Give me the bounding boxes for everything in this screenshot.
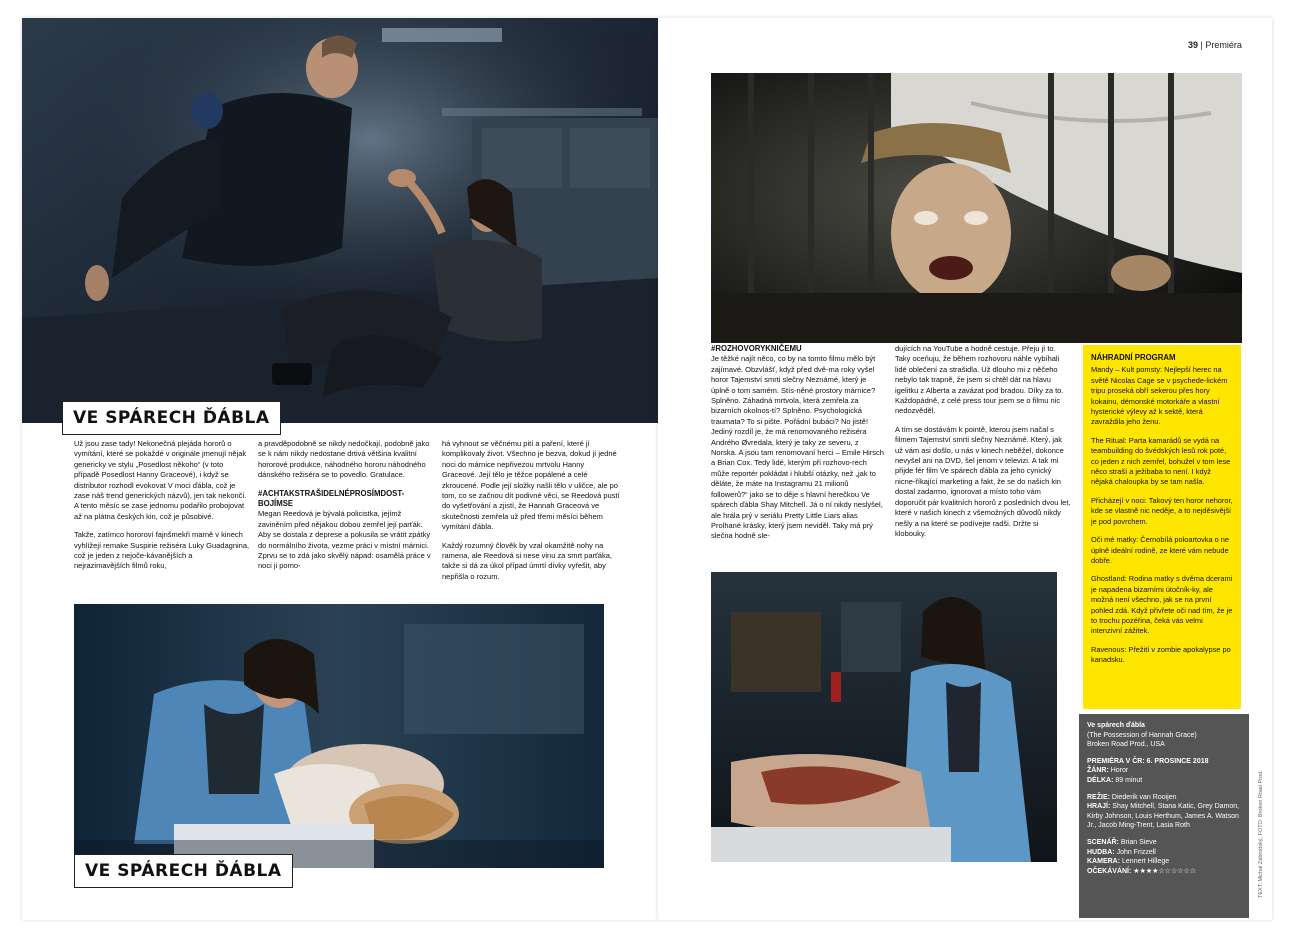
sidebar-item: Ghostland: Rodina matky s dvěma dcerami je napadena bizarními útočník-ky, ale možná není všechno, jak se na první pohled zdá. Když přivřete oči nad tím, že je to trochu pozéřina, čeká vás velmi intenzivní zážitek.: [1091, 574, 1233, 636]
credits-cast: Shay Mitchell, Stana Katic, Grey Damon, Kirby Johnson, Louis Herthum, James A. Watson Jr., Jacob Ming-Trent, Lasia Roth: [1087, 803, 1240, 830]
right-col1-paragraph: Je těžké najít něco, co by na tomto filmu mělo být zajímavé. Obzvlášť, když před dvě-ma roky vyšel horor Tajemství smrti slečny Neznámé, který je úplně o tom samém. Stís-něné prostory márnice? Splněno. Záhadná mrtvola, která zemřela za bizarních okolnos-tí? Splněno. Psychologická traumata? To si pište. Pořádní bubáci? No jistě! Jediný rozdíl je, že má renomovaného režiséra Andrého Øvredala, který je taky ze severu, z Norska. A jsou tam renomovaní herci – Emile Hirsch a Brian Cox. Tedy lidé, kterým při rozhovo-rech může reportér pokládat i hlubší otázky, než „jak to děláte, že máte na Instagramu 21 milionů followerů?“ jako se to děje s hlavní herečkou Ve spárech ďábla Shay Mitchell. Já o ní nikdy neslyšel, ale hrála prý v seriálu Pretty Little Liars alias Prolhané krásky, který jsem neviděl. Taky má prý slečna hodně sle-: [711, 354, 884, 541]
left-col2-paragraph-1: a pravděpodobně se nikdy nedočkají, podobně jako se k nám nikdy nedostane drtivá většina kvalitní hororové produkce, náhodného hororu náhodného dánského režiséra se to povedlo. Gratulace.: [258, 439, 430, 480]
article-headline-repeat: VE SPÁRECH ĎÁBLA: [85, 861, 282, 881]
sidebar-nahradni-program: [1083, 345, 1241, 709]
right-col2-paragraph-2: A tím se dostávám k pointě, kterou jsem načal s filmem Tajemství smrti slečny Neznámé. Který, jak už vám asi došlo, u nás v kinech neběžel, dokonce nevyšel ani na DVD, šel jenom v televizi. A tak mi přijde fér film Ve spárech ďábla za jeho cynický nicne-říkající marketing a fakt, že se do našich kin dostal zadarmo, ignorovat a místo toho vám doporučit pár kvalitních hororů z posledních dvou let, které v našich kinech z všemožných důvodů nikdy nešly a na které se podívejte radši. Držte si klobouky.: [895, 424, 1071, 538]
right-col2-paragraph-1: dujících na YouTube a hodně cestuje. Přeju jí to. Taky oceňuju, že během rozhovoru náhle vybíhali lidé oblečení za strašidla. Už dlouho mi z něčeho nebylo tak trapně, že jsem si chtěl dát na hlavu igelitku z Alberta a zavázat pod bradou. Díky za to. Každopádně, z celé press tour jsem se o filmu nic nedozvěděl.: [895, 344, 1064, 416]
left-page: [22, 18, 658, 920]
left-column-1: [74, 439, 250, 580]
sidebar-item: Přicházejí v noci: Takový ten horor nehoror, kde se vlastně nic neděje, a to nejděsivější je pod povrchem.: [1091, 495, 1233, 526]
rating-stars: ★★★★☆☆☆☆☆☆: [1133, 867, 1197, 875]
article-headline: VE SPÁRECH ĎÁBLA: [73, 408, 270, 428]
sidebar-item: Oči mé matky: Černobílá poloartovka o ne úplně ideální rodině, ze které vám nebude dobře.: [1091, 535, 1230, 565]
main-photo-morgue-scene: [22, 18, 658, 423]
photo-credit: TEXT: Michal Zábrodský, FOTO: Broken Road Prod.: [1258, 770, 1264, 898]
left-column-2: [258, 439, 434, 580]
credits-director: Diederik van Rooijen: [1111, 793, 1177, 801]
credits-length: 89 minut: [1115, 776, 1143, 784]
credits-studio: Broken Road Prod., USA: [1087, 741, 1165, 749]
folio-right: 39 | Premiéra: [1188, 40, 1242, 50]
credits-box: Ve spárech ďábla (The Possession of Hannah Grace) Broken Road Prod., USA PREMIÉRA V ČR: 6. PROSINCE 2018 ŽÁNR: Horor DÉLKA: 89 minut REŽIE: Diederik van Rooijen HRAJÍ: Shay Mitchell, Stana Katic, Grey Damon, Kirby Johnson, Louis Herthum, James A. Watson Jr., Jacob Ming-Trent, Lasia Roth SCENÁŘ: Brian Sieve HUDBA: John Frizzell KAMERA: Lennert Hillege OČEKÁVÁNÍ: ★★★★☆☆☆☆☆☆: [1079, 714, 1249, 918]
photo-possessed-woman: [711, 73, 1242, 343]
sidebar-item: Ravenous: Přežití v zombie apokalypse po kanadsku.: [1091, 644, 1231, 665]
left-col1-paragraph-1: Už jsou zase tady! Nekonečná plejáda hororů o vymítání, které se pokaždé v originále jmenují nějak genericky ve stylu „Posedlost někoho“ (v toto případě Posedlost Hanny Graceové), i když se distributor rozhodl evokovat V moci ďábla, což je zase náš trend generických názvů), jen tak nekončí. A tento měsíc se zase jednomu podařilo probojovat až na plátna českých kin, což je působivé.: [74, 439, 247, 521]
credits-premiere: PREMIÉRA V ČR: 6. PROSINCE 2018: [1087, 757, 1209, 765]
credits-camera: Lennert Hillege: [1122, 858, 1170, 866]
credits-original-title: (The Possession of Hannah Grace): [1087, 731, 1197, 739]
credits-music: John Frizzell: [1116, 848, 1156, 856]
left-col2-paragraph-2: Megan Reedová je bývalá policistka, jejímž zaviněním před nějakou dobou zemřel její parťák. Aby se dostala z deprese a pokusila se vrátit zpátky do normálního života, vezme práci v místní márnici. Zprvu se to zdá jako skvělý nápad: osamělá práce v noci ji pomo-: [258, 509, 431, 571]
credits-title: Ve spárech ďábla: [1087, 722, 1145, 729]
right-col1-heading: #ROZHOVORYKNIČEMU: [711, 344, 802, 353]
headline-box-repeat: [74, 854, 293, 888]
left-col3-paragraph-2: Každý rozumný člověk by vzal okamžitě nohy na ramena, ale Reedová si nese vinu za smrt parťáka, takže si dá za úkol případ úmrtí dívky vyřešit, aby nepřišla o rozum.: [442, 540, 612, 581]
left-col1-paragraph-2: Takže, zatímco hororoví fajnšmekři marně v kinech vyhlížejí remake Suspirie režiséra Luky Guadagnina, což je jeden z nejoče-kávanějších a nejrazimavějších filmů roku,: [74, 530, 250, 571]
sidebar-title: NÁHRADNÍ PROGRAM: [1091, 353, 1176, 362]
credits-genre: Horor: [1110, 767, 1129, 775]
photo-morgue-lab-coat: [711, 572, 1057, 862]
left-col2-heading: #ACHTAKSTRAŠIDELNÉPROSÍMDOST-BOJÍMSE: [258, 488, 405, 509]
right-column-1: [711, 344, 885, 550]
right-column-2: [895, 344, 1071, 547]
left-column-3: [442, 439, 620, 590]
sidebar-item: Mandy – Kult pomsty: Nejlepší herec na světě Nicolas Cage se v psychede-lickém tripu proseká obří sekerou přes hory kokainu, démonské motorkáře a vlastní hysterické výlevy až k sektě, která zavraždila jeho ženu.: [1091, 365, 1228, 427]
credits-screenplay: Brian Sieve: [1120, 838, 1157, 846]
left-col3-paragraph-1: há vyhnout se věčnému pití a paření, které jí komplikovaly život. Všechno je bezva, dokud jí jedné noci do márnice nepřivezou mrtvolu Hanny Graceové. Její tělo je těžce popálené a celé zkroucené. Podle její složky našli tělo v uličce, ale po tom, co se začnou dít podivné věci, se Reedová pustí do vyšetřování a zjistí, že Hannah Graceová ve skutečnosti zemřela už před třemi měsíci během vymítání ďábla.: [442, 439, 620, 532]
photo-autopsy-table: [74, 604, 604, 868]
headline-box: [62, 401, 281, 435]
sidebar-item: The Ritual: Parta kamarádů se vydá na teambuilding do švédských lesů rok poté, co jeden z nich zemřel, bohužel v tom lese něco straší a ježibaba to není. I když nějaká chaloupka by se tam našla.: [1091, 435, 1231, 487]
right-page: [658, 18, 1272, 920]
